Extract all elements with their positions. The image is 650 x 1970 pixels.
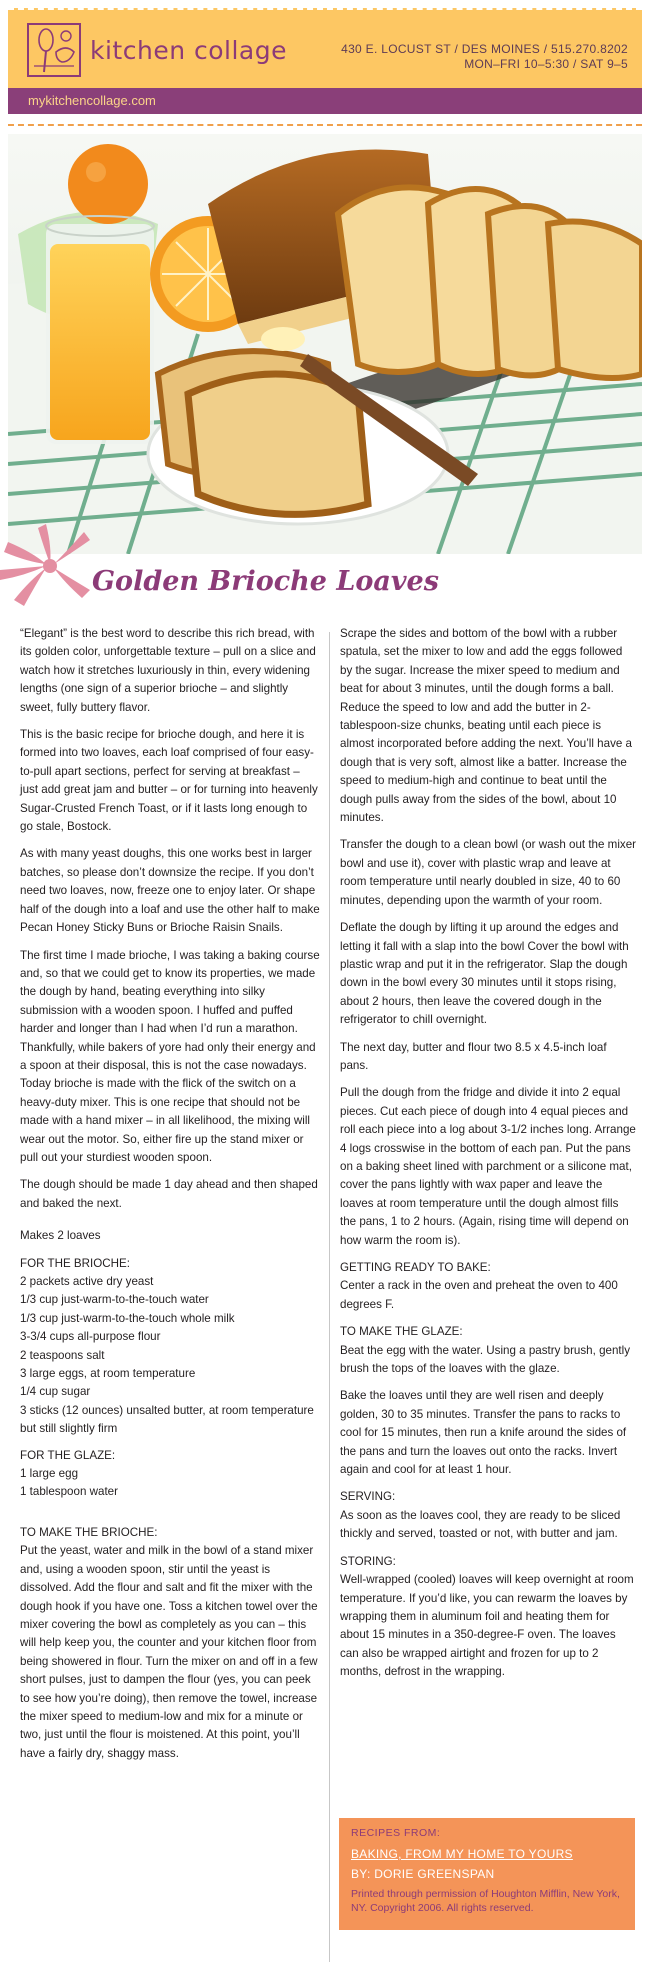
recipe-credit-box bbox=[339, 1818, 635, 1930]
right-column bbox=[340, 625, 636, 1691]
method-step: The next day, butter and flour two 8.5 x 4.5-inch loaf pans. bbox=[340, 1040, 607, 1072]
serving-heading: SERVING: bbox=[340, 1490, 396, 1504]
store-address: 430 E. LOCUST ST / DES MOINES / 515.270.8202 bbox=[341, 42, 628, 56]
intro-paragraph: The first time I made brioche, I was taking a baking course and, so that we could get to know its properties, we made the dough by hand, beating everything into silky submission with a wooden spoon. I huffed and puffed harder and longer than I had when I’d run a marathon. Thankfully, while bakers of yore had only their energy and a spoon at their disposal, this is not the case nowadays. Today brioche is made with the flick of the switch on a heavy-duty mixer. This is one recipe that should not be made with a hand mixer – in all likelihood, the mixing will wear out the motor. So, either fire up the stand mixer or pull out your sturdiest wooden spoon. bbox=[20, 948, 320, 1164]
make-brioche-heading: TO MAKE THE BRIOCHE: bbox=[20, 1525, 158, 1539]
make-glaze-heading: TO MAKE THE GLAZE: bbox=[340, 1325, 463, 1339]
store-hours: MON–FRI 10–5:30 / SAT 9–5 bbox=[464, 57, 628, 71]
site-header bbox=[8, 8, 642, 90]
column-divider bbox=[329, 632, 330, 1962]
ingredient-item: 3 sticks (12 ounces) unsalted butter, at room temperature but still slightly firm bbox=[20, 1403, 314, 1436]
ingredient-item: 2 teaspoons salt bbox=[20, 1348, 105, 1362]
url-bar bbox=[8, 88, 642, 114]
recipe-yield: Makes 2 loaves bbox=[20, 1229, 101, 1243]
method-step: Pull the dough from the fridge and divide it into 2 equal pieces. Cut each piece of dough into 4 equal pieces and roll each piece into a log about 3-1/2 inches long. Arrange 4 logs crosswise in the bottom of each pan. Put the pans on a baking sheet lined with parchment or a silicone mat, cover the pans lightly with wax paper and leave the loaves at room temperature until the dough almost fills the pans, 1 to 2 hours. (Again, rising time will depend on how warm the room is). bbox=[340, 1086, 636, 1247]
storing-text: Well-wrapped (cooled) loaves will keep overnight at room temperature. If you’d like, you can rewarm the loaves by wrapping them in aluminum foil and heating them for about 15 minutes in a 350-degree-F oven. The loaves can also be wrapped airtight and frozen for up to 2 months, defrost in the wrapping. bbox=[340, 1573, 634, 1679]
storing-heading: STORING: bbox=[340, 1554, 396, 1568]
book-author: BY: DORIE GREENSPAN bbox=[351, 1867, 495, 1881]
intro-paragraph: This is the basic recipe for brioche dough, and here it is formed into two loaves, each loaf comprised of four easy-to-pull apart sections, perfect for serving at breakfast – just add great jam and butter – or for turning into heavenly Sugar-Crusted French Toast, or if it lasts long enough to go stale, Bostock. bbox=[20, 728, 318, 834]
ingredient-item: 1/3 cup just-warm-to-the-touch water bbox=[20, 1293, 209, 1307]
recipe-title: Golden Brioche Loaves bbox=[92, 566, 439, 597]
method-step: Deflate the dough by lifting it up around the edges and letting it fall with a slap into the bowl Cover the bowl with plastic wrap and put it in the refrigerator. Slap the dough down in the bowl every 30 minutes until it stops rising, about 2 hours, then leave the covered dough in the refrigerator to chill overnight. bbox=[340, 921, 629, 1027]
pink-asterisk-flourish-icon bbox=[0, 520, 100, 610]
ingredient-item: 2 packets active dry yeast bbox=[20, 1275, 154, 1288]
intro-paragraph: “Elegant” is the best word to describe this rich bread, with its golden color, unforgettable texture – pull on a slice and watch how it stretches luxuriously in thin, every widening lengths (one sign of a superior brioche – and slightly sweet, fully buttery flavor. bbox=[20, 627, 316, 714]
ingredient-item: 1/3 cup just-warm-to-the-touch whole milk bbox=[20, 1311, 235, 1325]
method-step: Transfer the dough to a clean bowl (or wash out the mixer bowl and use it), cover with plastic wrap and leave at room temperature until nearly doubled in size, 40 to 60 minutes, depending upon the warmth of your room. bbox=[340, 838, 637, 907]
dashed-divider bbox=[8, 124, 642, 126]
bake-text: Bake the loaves until they are well risen and deeply golden, 30 to 35 minutes. Transfer the pans to racks to cool for 15 minutes, then run a knife around the sides of the pans and turn the loaves out onto the racks. Invert again and cool for at least 1 hour. bbox=[340, 1389, 627, 1477]
ingredient-item: 3 large eggs, at room temperature bbox=[20, 1367, 196, 1381]
permission-notice: Printed through permission of Houghton Mifflin, New York, NY. Copyright 2006. All rights reserved. bbox=[351, 1888, 620, 1914]
getting-ready-heading: GETTING READY TO BAKE: bbox=[340, 1261, 491, 1274]
ingredient-list bbox=[20, 1273, 320, 1439]
ingredient-item: 3-3/4 cups all-purpose flour bbox=[20, 1330, 161, 1344]
ingredient-list bbox=[20, 1465, 320, 1502]
make-brioche-text: Put the yeast, water and milk in the bowl of a stand mixer and, using a wooden spoon, stir until the yeast is dissolved. Add the flour and salt and fit the mixer with the dough hook if you have one. Toss a kitchen towel over the mixer covering the bowl as completely as you can – this will help keep you, the counter and your kitchen floor from being showered in flour. Turn the mixer on and off in a few short pulses, just to dampen the flour (yes, you can peek to see how you’re doing), then remove the towel, increase the mixer speed to medium-low and mix for a minute or two, just until the flour is moistened. At this point, you’ll have a fairly dry, shaggy mass. bbox=[20, 1544, 318, 1760]
ingredient-item: 1 large egg bbox=[20, 1467, 79, 1481]
serving-text: As soon as the loaves cool, they are ready to be sliced thickly and served, toasted or not, with butter and jam. bbox=[340, 1508, 621, 1541]
glaze-ingredients-heading: FOR THE GLAZE: bbox=[20, 1448, 116, 1462]
website-link[interactable]: mykitchencollage.com bbox=[28, 93, 156, 108]
getting-ready-text: Center a rack in the oven and preheat the oven to 400 degrees F. bbox=[340, 1279, 618, 1311]
ingredient-item: 1 tablespoon water bbox=[20, 1485, 118, 1499]
store-info bbox=[341, 42, 628, 72]
kitchen-whisk-logo-icon bbox=[26, 22, 82, 78]
intro-paragraph: As with many yeast doughs, this one works best in larger batches, so please don’t downsize the recipe. If you don’t need two loaves, now, freeze one to enjoy later. Or shape half of the dough into a loaf and use the other half to make Pecan Honey Sticky Buns or Brioche Raisin Snails. bbox=[20, 847, 320, 935]
intro-paragraph: The dough should be made 1 day ahead and then shaped and baked the next. bbox=[20, 1178, 318, 1210]
brand-name: kitchen collage bbox=[90, 36, 287, 65]
method-step: Scrape the sides and bottom of the bowl with a rubber spatula, set the mixer to low and add the eggs followed by the sugar. Increase the mixer speed to medium and beat for about 3 minutes, until the dough forms a ball. Reduce the speed to low and add the butter in 2-tablespoon-size chunks, beating until each piece is almost incorporated before adding the next. You’ll have a dough that is very soft, almost like a batter. Increase the speed to medium-high and continue to beat until the dough pulls away from the sides of the bowl, about 10 minutes. bbox=[340, 627, 632, 825]
ingredient-item: 1/4 cup sugar bbox=[20, 1385, 91, 1399]
book-title-link[interactable]: BAKING, FROM MY HOME TO YOURS bbox=[351, 1847, 573, 1861]
make-glaze-text: Beat the egg with the water. Using a pastry brush, gently brush the tops of the loaves with the glaze. bbox=[340, 1343, 631, 1376]
brioche-breakfast-photo bbox=[8, 134, 642, 554]
credit-label: RECIPES FROM: bbox=[351, 1827, 441, 1839]
left-column bbox=[20, 625, 320, 1772]
brioche-ingredients-heading: FOR THE BRIOCHE: bbox=[20, 1256, 130, 1270]
